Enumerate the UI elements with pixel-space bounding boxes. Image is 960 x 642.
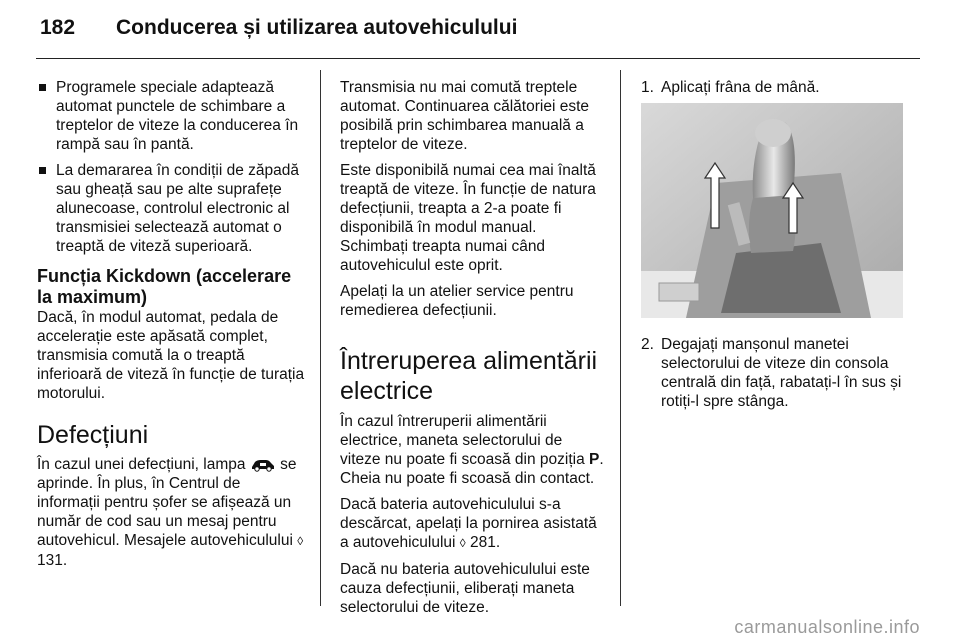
page-reference: 281. (470, 534, 501, 551)
position-p: P (589, 451, 600, 468)
paragraph: Apelați la un atelier service pentru remedierea defecțiunii. (340, 283, 574, 319)
bullet-item: Programele speciale adaptează automat punctele de schimbare a treptelor de viteze la conducerea în rampă sau în pantă. (37, 78, 307, 154)
paragraph: Transmisia nu mai comută treptele automat. Continuarea călătoriei este posibilă prin schimbarea manuală a treptelor de viteze. (340, 79, 590, 153)
page-reference: 131. (37, 552, 68, 569)
bullet-item: La demararea în condiții de zăpadă sau gheață sau pe alte suprafețe alunecoase, controlul electronic al transmisiei selectează automat o treaptă de viteză superioară. (37, 161, 307, 256)
step-1: 1. Aplicați frâna de mână. (641, 79, 820, 96)
paragraph: Este disponibilă numai cea mai înaltă treaptă de viteze. În funcție de natura defecțiunii, treapta a 2-a poate fi disponibilă în modul manual. Schimbați treapta numai când autovehiculul este oprit. (340, 162, 596, 274)
header-rule (36, 58, 920, 59)
page-reference-icon: ◊ (297, 534, 304, 548)
watermark: carmanualsonline.info (734, 617, 920, 637)
power-heading: Întreruperea alimentării electrice (340, 347, 598, 405)
paragraph: Dacă bateria autovehiculului s-a descărcat, apelați la pornirea asistată a autovehiculului ◊ 281. (340, 496, 597, 551)
bullet-list (37, 78, 307, 256)
page-title: Conducerea și utilizarea autovehiculului (116, 16, 518, 39)
gear-selector-illustration (641, 103, 903, 318)
column-divider (320, 70, 321, 606)
paragraph: Dacă nu bateria autovehiculului este cauza defecțiunii, eliberați maneta selectorului de viteze. (340, 561, 590, 616)
defects-heading: Defecțiuni (37, 421, 149, 449)
defects-text: În cazul unei defecțiuni, lampa se aprinde. În plus, în Centrul de informații pentru șofer se afișează un număr de cod sau un mesaj pentru autovehicul. Mesajele autovehiculului ◊ 131. (37, 456, 304, 569)
column-divider (620, 70, 621, 606)
page-reference-icon: ◊ (459, 536, 466, 550)
column-middle (340, 78, 605, 624)
page-header (40, 16, 517, 46)
kickdown-heading: Funcția Kickdown (accelerare la maximum) (37, 266, 292, 307)
step-2: 2. Degajați manșonul manetei selectorului de viteze din consola centrală din față, rabatați-l în sus și rotiți-l spre stânga. (641, 336, 902, 410)
column-right (641, 78, 903, 411)
page-number: 182 (40, 16, 76, 39)
transmission-warning-icon (250, 458, 276, 472)
kickdown-text: Dacă, în modul automat, pedala de accelerație este apăsată complet, transmisia comută la o treaptă inferioară de viteză în funcție de turația motorului. (37, 309, 305, 402)
paragraph: În cazul întreruperii alimentării electrice, maneta selectorului de viteze nu poate fi scoasă din poziția P. Cheia nu poate fi scoasă din contact. (340, 413, 604, 487)
column-left (37, 78, 307, 577)
